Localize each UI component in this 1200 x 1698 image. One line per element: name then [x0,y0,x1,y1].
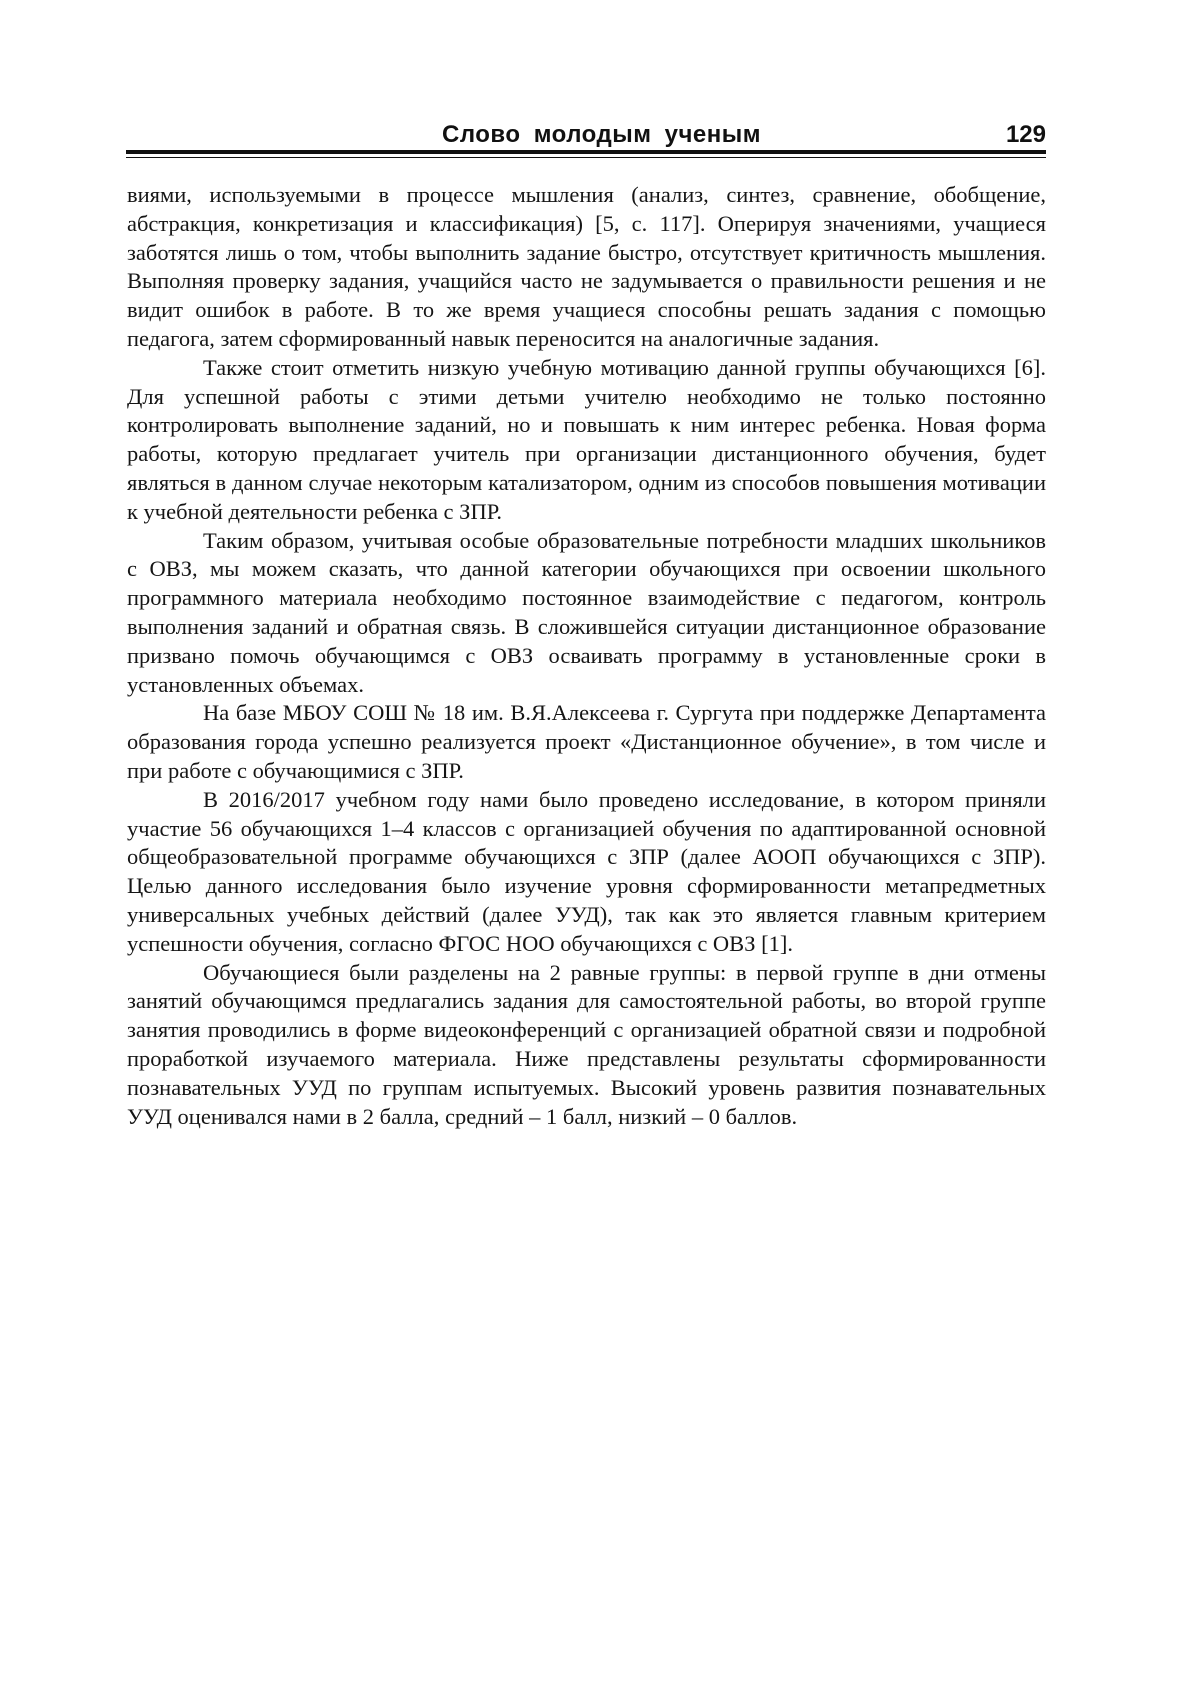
body-text [127,181,1046,1131]
paragraph-continued: виями, используемыми в процессе мышления (анализ, синтез, сравнение, обобщение, абстракция, конкретизация и классификация) [5, с. 117]. Оперируя значениями, учащиеся заботятся лишь о том, чтобы выполнить задание быстро, отсутствует критичность мышления. Выполняя проверку задания, учащийся часто не задумывается о правильности решения и не видит ошибок в работе. В то же время учащиеся способны решать задания с помощью педагога, затем сформированный навык переносится на аналогичные задания. [127,182,1046,351]
paragraph-motivation: Также стоит отметить низкую учебную мотивацию данной группы обучающихся [6]. Для успешной работы с этими детьми учителю необходимо не только постоянно контролировать выполнение заданий, но и повышать к ним интерес ребенка. Новая форма работы, которую предлагает учитель при организации дистанционного обучения, будет являться в данном случае некоторым катализатором, одним из способов повышения мотивации к учебной деятельности ребенка с ЗПР. [127,354,1046,524]
paragraph-groups: Обучающиеся были разделены на 2 равные группы: в первой группе в дни отмены занятий обучающимся предлагались задания для самостоятельной работы, во второй группе занятия проводились в форме видеоконференций с организацией обратной связи и подробной проработкой изучаемого материала. Ниже представлены результаты сформированности познавательных УУД по группам испытуемых. Высокий уровень развития познавательных УУД оценивался нами в 2 балла, средний – 1 балл, низкий – 0 баллов. [127,959,1046,1129]
running-header-title: Слово молодым ученым [442,121,761,148]
paragraph-project: На базе МБОУ СОШ № 18 им. В.Я.Алексеева г. Сургута при поддержке Департамента образования города успешно реализуется проект «Дистанционное обучение», в том числе и при работе с обучающимися с ЗПР. [127,700,1046,783]
header-rule-thin [126,157,1046,158]
page-number: 129 [1005,121,1046,148]
paragraph-conclusion: Таким образом, учитывая особые образовательные потребности младших школьников с ОВЗ, мы можем сказать, что данной категории обучающихся при освоении школьного программного материала необходимо постоянное взаимодействие с педагогом, контроль выполнения заданий и обратная связь. В сложившейся ситуации дистанционное образование призвано помочь обучающимся с ОВЗ осваивать программу в установленные сроки в установленных объемах. [127,527,1046,697]
paragraph-study: В 2016/2017 учебном году нами было проведено исследование, в котором приняли участие 56 обучающихся 1–4 классов с организацией обучения по адаптированной основной общеобразовательной программе обучающихся с ЗПР (далее АООП обучающихся с ЗПР). Целью данного исследования было изучение уровня сформированности метапредметных универсальных учебных действий (далее УУД), так как это является главным критерием успешности обучения, согласно ФГОС НОО обучающихся с ОВЗ [1]. [127,786,1046,956]
running-header [126,121,1046,151]
header-rule-thick [126,150,1046,154]
